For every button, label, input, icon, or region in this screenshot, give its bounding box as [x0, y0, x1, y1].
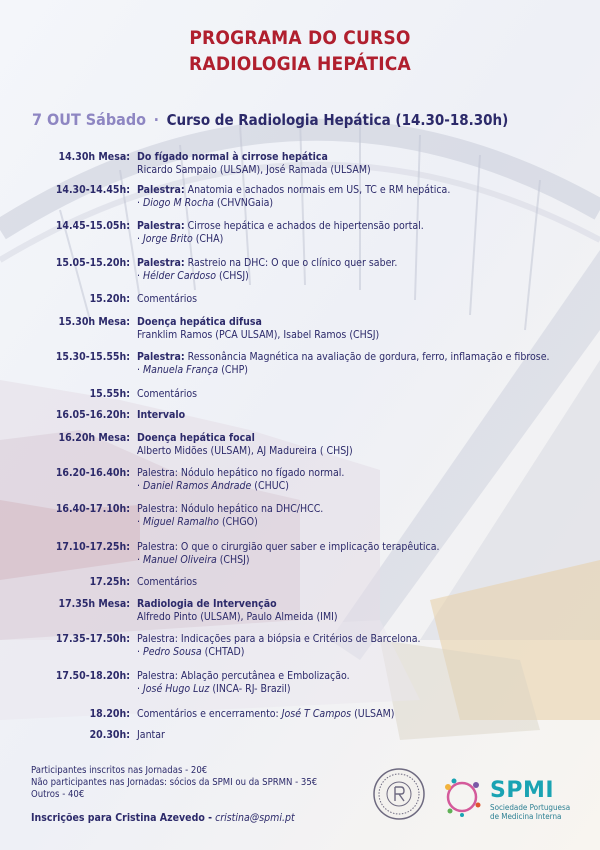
- session-moderators: Franklim Ramos (PCA ULSAM), Isabel Ramos (CHSJ): [137, 329, 380, 341]
- row-time: 15.20h:: [89, 293, 130, 305]
- speaker-name: Manuel Oliveira: [143, 554, 217, 566]
- registration-contact: [31, 812, 295, 824]
- talk-title: Anatomia e achados normais em US, TC e RM hepática.: [187, 184, 451, 196]
- registration-email-link[interactable]: cristina@spmi.pt: [215, 812, 295, 824]
- speaker-affiliation: (CHGO): [221, 516, 258, 528]
- talk-title: Palestra: Indicações para a biópsia e Critérios de Barcelona.: [137, 633, 421, 645]
- speaker-affiliation: (CHP): [221, 364, 248, 376]
- speaker-affiliation: (CHTAD): [204, 646, 245, 658]
- row-time: 17.25h:: [89, 576, 130, 588]
- fee-line: Não participantes nas Jornadas: sócios da SPMI ou da SPRMN - 35€: [31, 777, 318, 788]
- speaker-name: Hélder Cardoso: [143, 270, 216, 282]
- row-time: 15.30h Mesa:: [58, 316, 130, 328]
- spmi-logo: [490, 778, 570, 821]
- row-time: 20.30h:: [89, 729, 130, 741]
- row-time: 14.30h Mesa:: [58, 151, 130, 163]
- row-time: 17.10-17.25h:: [55, 541, 130, 553]
- row-time: 16.20h Mesa:: [58, 432, 130, 444]
- row-time: 14.45-15.05h:: [55, 220, 130, 232]
- speaker-name: Daniel Ramos Andrade: [143, 480, 252, 492]
- row-time: 16.20-16.40h:: [55, 467, 130, 479]
- row-time: 15.55h:: [89, 388, 130, 400]
- speaker-name: Jorge Brito: [143, 233, 193, 245]
- row-time: 17.50-18.20h:: [55, 670, 130, 682]
- talk-label: Palestra:: [137, 220, 185, 232]
- row-time: 18.20h:: [89, 708, 130, 720]
- fee-line: Participantes inscritos nas Jornadas - 20€: [31, 765, 208, 776]
- speaker-name: Miguel Ramalho: [143, 516, 219, 528]
- speaker-affiliation: (CHUC): [254, 480, 289, 492]
- session-title: Do fígado normal à cirrose hepática: [137, 151, 328, 163]
- speaker-name: José Hugo Luz: [143, 683, 210, 695]
- separator-dot: ·: [153, 111, 159, 129]
- row-time: 14.30-14.45h:: [55, 184, 130, 196]
- row-time: 16.05-16.20h:: [55, 409, 130, 421]
- talk-label: Palestra:: [137, 257, 185, 269]
- course-schedule: Curso de Radiologia Hepática (14.30-18.30h): [166, 111, 509, 129]
- row-text: Comentários: [137, 293, 198, 305]
- speaker-name: José T Campos: [281, 708, 352, 720]
- talk-title: Ressonância Magnética na avaliação de gordura, ferro, inflamação e fibrose.: [187, 351, 550, 363]
- session-moderators: Alberto Midões (ULSAM), AJ Madureira ( CHSJ): [137, 445, 353, 457]
- speaker-name: Manuela França: [143, 364, 219, 376]
- speaker-affiliation: (ULSAM): [354, 708, 395, 720]
- session-title: Doença hepática focal: [137, 432, 255, 444]
- row-text: Comentários: [137, 388, 198, 400]
- fee-line: Outros - 40€: [31, 789, 85, 800]
- row-text: Comentários e encerramento:: [137, 708, 279, 720]
- row-text: Intervalo: [137, 409, 186, 421]
- speaker-affiliation: (INCA- RJ- Brazil): [212, 683, 291, 695]
- talk-label: Palestra:: [137, 351, 185, 363]
- row-time: 15.05-15.20h:: [55, 257, 130, 269]
- talk-title: Cirrose hepática e achados de hipertensão portal.: [187, 220, 424, 232]
- talk-title: Palestra: Ablação percutânea e Embolização.: [137, 670, 350, 682]
- talk-title: Palestra: Nódulo hepático no fígado normal.: [137, 467, 345, 479]
- session-title: Doença hepática difusa: [137, 316, 262, 328]
- row-text: Jantar: [137, 729, 165, 741]
- registration-fees: [31, 765, 317, 801]
- talk-label: Palestra:: [137, 184, 185, 196]
- session-title: Radiologia de Intervenção: [137, 598, 277, 610]
- speaker-name: Pedro Sousa: [143, 646, 202, 658]
- speaker-affiliation: (CHSJ): [218, 270, 249, 282]
- logo-subtitle-1: Sociedade Portuguesa: [490, 803, 571, 812]
- logo-name: SPMI: [490, 778, 555, 803]
- session-moderators: Ricardo Sampaio (ULSAM), José Ramada (ULSAM): [137, 164, 371, 176]
- talk-title: Palestra: O que o cirurgião quer saber e implicação terapêutica.: [137, 541, 440, 553]
- talk-title: Palestra: Nódulo hepático na DHC/HCC.: [137, 503, 324, 515]
- speaker-affiliation: (CHA): [195, 233, 224, 245]
- session-moderators: Alfredo Pinto (ULSAM), Paulo Almeida (IMI): [137, 611, 338, 623]
- course-title-line1: PROGRAMA DO CURSO: [189, 27, 411, 49]
- speaker-name: Diogo M Rocha: [143, 197, 214, 209]
- seal-icon: [373, 768, 425, 820]
- row-time: 15.30-15.55h:: [55, 351, 130, 363]
- row-time: 17.35-17.50h:: [55, 633, 130, 645]
- speaker-affiliation: (CHSJ): [219, 554, 250, 566]
- day-date: 7 OUT Sábado: [32, 110, 147, 129]
- row-time: 16.40-17.10h:: [55, 503, 130, 515]
- row-text: Comentários: [137, 576, 198, 588]
- row-time: 17.35h Mesa:: [58, 598, 130, 610]
- logo-subtitle-2: de Medicina Interna: [490, 812, 562, 821]
- course-title-line2: RADIOLOGIA HEPÁTICA: [189, 53, 411, 75]
- talk-title: Rastreio na DHC: O que o clínico quer saber.: [187, 257, 398, 269]
- registration-label: Inscrições para Cristina Azevedo -: [31, 812, 213, 824]
- day-heading: [32, 110, 508, 129]
- speaker-affiliation: (CHVNGaia): [216, 197, 274, 209]
